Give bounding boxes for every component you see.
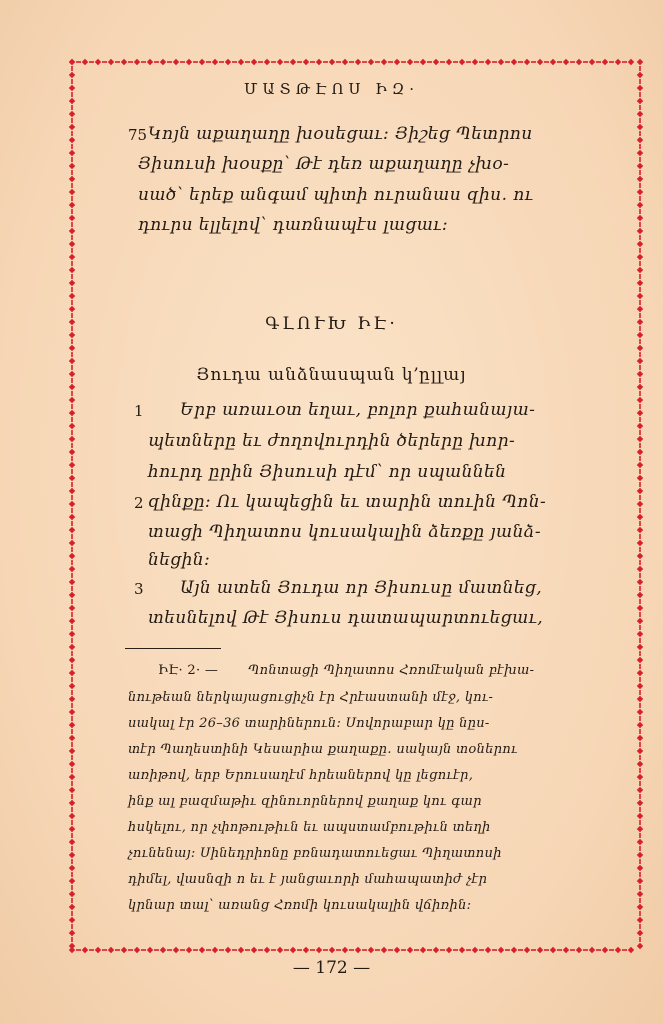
border-diamond [637, 98, 643, 104]
border-diamond [173, 59, 179, 65]
border-diamond [637, 410, 643, 416]
border-diamond [160, 59, 166, 65]
verse-number: 1 [134, 402, 144, 420]
border-diamond [637, 163, 643, 169]
border-diamond [342, 947, 348, 953]
border-diamond [238, 59, 244, 65]
border-diamond [199, 59, 205, 65]
border-diamond [368, 947, 374, 953]
border-diamond [637, 176, 643, 182]
border-diamond [637, 930, 643, 936]
verse-number: 3 [134, 580, 144, 598]
border-diamond [160, 947, 166, 953]
border-diamond [637, 878, 643, 884]
border-diamond [329, 59, 335, 65]
border-diamond [472, 59, 478, 65]
verse-line: Այն ատեն Յուդա որ Յիսուսը մատնեց, [180, 578, 543, 598]
border-diamond [69, 878, 75, 884]
verse-line: Կոյն աքաղաղը խօսեցաւ։ Յիշեց Պետրոս [148, 124, 533, 144]
border-diamond [212, 947, 218, 953]
border-diamond [420, 59, 426, 65]
border-diamond [637, 774, 643, 780]
border-diamond [108, 947, 114, 953]
border-diamond [637, 202, 643, 208]
border-diamond [69, 202, 75, 208]
border-diamond [69, 228, 75, 234]
border-diamond [637, 280, 643, 286]
border-diamond [637, 475, 643, 481]
border-diamond [186, 59, 192, 65]
border-diamond [69, 826, 75, 832]
border-diamond [637, 436, 643, 442]
border-diamond [637, 722, 643, 728]
border-diamond [637, 553, 643, 559]
border-diamond [147, 59, 153, 65]
border-diamond [69, 735, 75, 741]
border-diamond [69, 930, 75, 936]
border-diamond [576, 59, 582, 65]
border-diamond [550, 947, 556, 953]
verse-line: նեցին։ [148, 550, 211, 570]
border-diamond [637, 904, 643, 910]
border-diamond [637, 683, 643, 689]
border-diamond [637, 852, 643, 858]
border-diamond [637, 293, 643, 299]
border-diamond [615, 947, 621, 953]
border-diamond [637, 657, 643, 663]
border-diamond [316, 59, 322, 65]
border-diamond [69, 397, 75, 403]
footnote-line: առիթով, երբ Երուսաղէմ հրեաներով կը լեցուէր, [128, 768, 474, 783]
border-diamond [69, 670, 75, 676]
border-diamond [69, 462, 75, 468]
border-diamond [69, 787, 75, 793]
verse-line: սած՝ երեք անգամ պիտի ուրանաս զիս․ ու [138, 185, 534, 205]
verse-line: Յիսուսի խօսքը՝ Թէ դեռ աքաղաղը չխօ- [138, 154, 510, 174]
border-diamond [69, 124, 75, 130]
border-diamond [69, 449, 75, 455]
border-diamond [637, 839, 643, 845]
border-diamond [108, 59, 114, 65]
border-diamond [69, 813, 75, 819]
border-diamond [134, 59, 140, 65]
border-diamond [637, 124, 643, 130]
border-diamond [69, 59, 75, 65]
border-diamond [69, 436, 75, 442]
border-diamond [225, 59, 231, 65]
border-diamond [637, 761, 643, 767]
border-diamond [381, 947, 387, 953]
border-diamond [637, 735, 643, 741]
border-diamond [637, 644, 643, 650]
border-diamond [368, 59, 374, 65]
border-diamond [637, 228, 643, 234]
border-diamond [511, 947, 517, 953]
footnote-ref: ԻԷ· 2· — [158, 663, 219, 678]
border-diamond [498, 947, 504, 953]
border-diamond [637, 527, 643, 533]
border-diamond [212, 59, 218, 65]
footnote-line: հսկելու, որ չփոթութիւն եւ ապստամբութիւն տեղի [128, 820, 491, 835]
border-diamond [69, 605, 75, 611]
border-diamond [95, 59, 101, 65]
border-diamond [69, 904, 75, 910]
border-diamond [446, 947, 452, 953]
border-diamond [264, 947, 270, 953]
border-diamond [537, 947, 543, 953]
border-diamond [69, 696, 75, 702]
border-diamond [637, 267, 643, 273]
border-diamond [69, 774, 75, 780]
border-diamond [69, 358, 75, 364]
border-diamond [69, 137, 75, 143]
border-diamond [69, 215, 75, 221]
border-diamond [637, 449, 643, 455]
border-diamond [563, 947, 569, 953]
border-diamond [637, 891, 643, 897]
border-diamond [69, 241, 75, 247]
border-diamond [472, 947, 478, 953]
border-diamond [602, 947, 608, 953]
border-diamond [264, 59, 270, 65]
border-diamond [394, 59, 400, 65]
border-diamond [69, 891, 75, 897]
footnote-line: տէր Պաղեստինի Կեսարիա քաղաքը․ սակայն տօներու [128, 742, 518, 757]
footnote-line: դիմել, վասնզի ո եւ է յանցաւորի մահապատիժ չէր [128, 872, 488, 887]
border-diamond [637, 241, 643, 247]
border-diamond [69, 267, 75, 273]
border-diamond [69, 410, 75, 416]
border-diamond [637, 917, 643, 923]
border-diamond [637, 137, 643, 143]
border-diamond [637, 397, 643, 403]
border-diamond [637, 670, 643, 676]
border-diamond [485, 947, 491, 953]
border-diamond [69, 592, 75, 598]
border-diamond [637, 514, 643, 520]
border-diamond [446, 59, 452, 65]
border-diamond [637, 865, 643, 871]
footnote-line: ինք ալ բազմաթիւ զինուորներով քաղաք կու գար [128, 794, 482, 809]
verse-line: դուրս ելլելով՝ դառնապէս լացաւ։ [138, 215, 449, 235]
verse-line: Երբ առաւօտ եղաւ, բոլոր քահանայա- [180, 400, 536, 420]
border-diamond [277, 59, 283, 65]
border-diamond [637, 566, 643, 572]
border-diamond [433, 947, 439, 953]
footnote-line: կրնար տալ՝ առանց Հռոմի կուսակալին վճիռին։ [128, 898, 472, 913]
border-diamond [637, 423, 643, 429]
border-diamond [628, 59, 634, 65]
border-diamond [637, 150, 643, 156]
page-number: — 172 — [292, 958, 371, 978]
border-diamond [637, 488, 643, 494]
border-diamond [329, 947, 335, 953]
border-diamond [637, 462, 643, 468]
border-diamond [69, 514, 75, 520]
border-diamond [69, 189, 75, 195]
border-diamond [69, 657, 75, 663]
border-diamond [550, 59, 556, 65]
border-diamond [69, 618, 75, 624]
border-diamond [637, 111, 643, 117]
border-diamond [69, 527, 75, 533]
border-diamond [95, 947, 101, 953]
border-diamond [637, 358, 643, 364]
border-diamond [485, 59, 491, 65]
border-diamond [69, 111, 75, 117]
verse-number: 2 [134, 494, 144, 512]
border-diamond [69, 488, 75, 494]
border-diamond [589, 59, 595, 65]
border-diamond [69, 800, 75, 806]
border-diamond [69, 722, 75, 728]
border-diamond [637, 605, 643, 611]
border-diamond [524, 947, 530, 953]
footnote-line: չունենայ։ Սինեդրիոնը բռնադատուեցաւ Պիղատոսի [128, 846, 502, 861]
border-diamond [637, 59, 643, 65]
border-diamond [637, 813, 643, 819]
border-diamond [69, 761, 75, 767]
border-diamond [277, 947, 283, 953]
border-diamond [69, 917, 75, 923]
border-diamond [290, 947, 296, 953]
border-diamond [251, 947, 257, 953]
border-diamond [628, 947, 634, 953]
border-diamond [637, 215, 643, 221]
border-diamond [355, 947, 361, 953]
border-diamond [615, 59, 621, 65]
border-diamond [69, 947, 75, 953]
border-diamond [69, 748, 75, 754]
border-diamond [355, 59, 361, 65]
border-diamond [459, 59, 465, 65]
border-diamond [303, 947, 309, 953]
border-diamond [69, 839, 75, 845]
border-diamond [69, 345, 75, 351]
border-diamond [69, 852, 75, 858]
border-diamond [69, 943, 75, 949]
verse-line: տեսնելով Թէ Յիսուս դատապարտուեցաւ, [148, 608, 544, 628]
border-diamond [637, 189, 643, 195]
border-diamond [433, 59, 439, 65]
border-diamond [82, 947, 88, 953]
border-diamond [69, 176, 75, 182]
border-diamond [69, 306, 75, 312]
border-diamond [637, 618, 643, 624]
chapter-title: ԳԼՈՒԽ ԻԷ· [265, 314, 398, 334]
border-diamond [69, 631, 75, 637]
border-diamond [637, 787, 643, 793]
verse-number: 75 [128, 126, 148, 144]
border-diamond [602, 59, 608, 65]
border-diamond [637, 72, 643, 78]
border-diamond [69, 865, 75, 871]
chapter-subtitle: Յուդա անձնասպան կ՚ըլլայ [196, 365, 467, 385]
border-diamond [394, 947, 400, 953]
border-diamond [576, 947, 582, 953]
border-diamond [121, 59, 127, 65]
border-diamond [69, 59, 75, 65]
border-diamond [69, 254, 75, 260]
border-diamond [381, 59, 387, 65]
border-diamond [82, 59, 88, 65]
border-diamond [290, 59, 296, 65]
border-diamond [121, 947, 127, 953]
footnote-line: Պոնտացի Պիղատոս Հռոմէական բէխա- [248, 663, 535, 678]
border-diamond [637, 631, 643, 637]
border-diamond [637, 943, 643, 949]
border-diamond [589, 947, 595, 953]
border-diamond [69, 501, 75, 507]
border-diamond [147, 947, 153, 953]
border-diamond [637, 709, 643, 715]
border-diamond [637, 306, 643, 312]
border-diamond [407, 59, 413, 65]
verse-line: տացի Պիղատոս կուսակալին ձեռքը յանձ- [148, 522, 542, 542]
border-diamond [637, 501, 643, 507]
border-diamond [563, 59, 569, 65]
border-diamond [637, 748, 643, 754]
border-diamond [69, 475, 75, 481]
verse-line: պետները եւ ժողովուրդին ծերերը խոր- [148, 431, 516, 451]
border-diamond [637, 696, 643, 702]
border-diamond [637, 800, 643, 806]
border-diamond [637, 254, 643, 260]
border-diamond [69, 683, 75, 689]
border-diamond [459, 947, 465, 953]
border-diamond [251, 59, 257, 65]
border-diamond [342, 59, 348, 65]
border-diamond [69, 566, 75, 572]
border-diamond [637, 579, 643, 585]
border-diamond [69, 98, 75, 104]
running-head: ՄԱՏԹԷՈՍ ԻԶ· [244, 80, 419, 98]
border-diamond [303, 59, 309, 65]
border-diamond [69, 644, 75, 650]
border-diamond [511, 59, 517, 65]
border-diamond [637, 345, 643, 351]
border-diamond [407, 947, 413, 953]
border-diamond [524, 59, 530, 65]
border-diamond [69, 553, 75, 559]
border-diamond [69, 72, 75, 78]
border-diamond [69, 293, 75, 299]
border-diamond [637, 592, 643, 598]
border-diamond [316, 947, 322, 953]
border-diamond [69, 423, 75, 429]
verse-line: հուրդ ըրին Յիսուսի դէմ՝ որ սպաննեն [148, 462, 507, 482]
border-diamond [69, 709, 75, 715]
footnote-line: սակալ էր 26–36 տարիներուն։ Սովորաբար կը նըս- [128, 716, 490, 731]
border-diamond [199, 947, 205, 953]
footnote-rule [125, 648, 221, 649]
border-diamond [69, 163, 75, 169]
border-diamond [637, 540, 643, 546]
border-diamond [173, 947, 179, 953]
border-diamond [537, 59, 543, 65]
border-diamond [637, 826, 643, 832]
border-diamond [69, 579, 75, 585]
border-diamond [186, 947, 192, 953]
footnote-line: նութեան ներկայացուցիչն էր Հրէաստանի մէջ, կու- [128, 690, 494, 705]
border-diamond [69, 540, 75, 546]
border-diamond [69, 280, 75, 286]
border-diamond [69, 150, 75, 156]
border-diamond [238, 947, 244, 953]
border-diamond [498, 59, 504, 65]
border-diamond [420, 947, 426, 953]
border-diamond [225, 947, 231, 953]
border-diamond [134, 947, 140, 953]
verse-line: զինքը։ Ու կապեցին եւ տարին տուին Պոն- [148, 492, 547, 512]
